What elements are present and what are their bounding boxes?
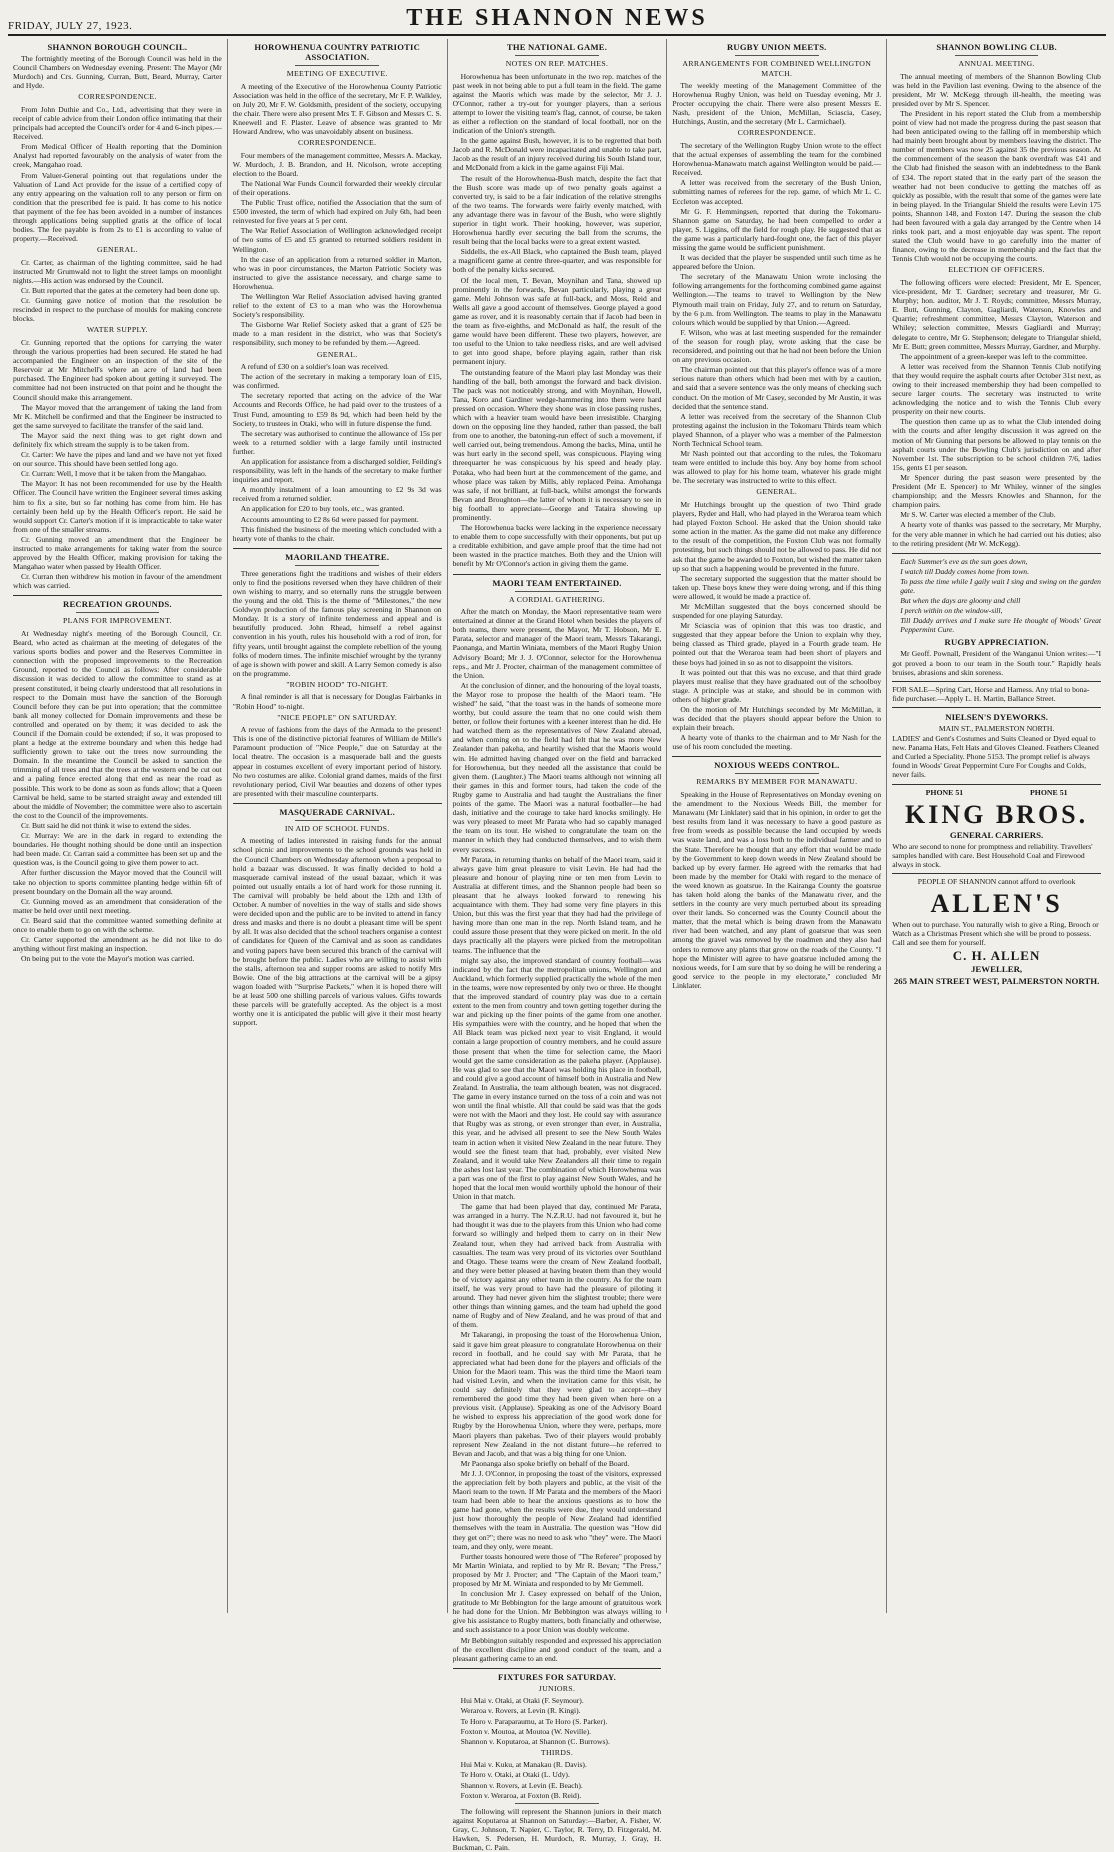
fixture-item: Foxton v. Weraroa, at Foxton (B. Reid).: [460, 1790, 582, 1800]
paragraph: Mr Paonanga also spoke briefly on behalf of the Board.: [460, 1458, 630, 1468]
divider: [295, 565, 379, 566]
paragraph: The War Relief Association of Wellington acknowledged receipt of two sums of £5 and £5 granted to returned soldiers resident in Wellington.: [232, 226, 442, 254]
phone-number: PHONE 51: [1030, 787, 1068, 797]
paragraph: Mr McMillan suggested that the boys concerned should be suspended for one playing Saturday.: [672, 601, 882, 621]
headline-bowling-club: SHANNON BOWLING CLUB.: [936, 42, 1057, 52]
paragraph: Cr. Gunning gave notice of motion that the resolution be rescinded in respect to the purchase of moulds for making concrete blocks.: [13, 296, 222, 324]
paragraph: Mr Parata, in returning thanks on behalf of the Maori team, said it always gave him great pleasure to visit Levin. He had had the pleasure and honour of playing nine or ten men from Levin to Australia at different times, and the Shannon people had been so pleasant that he always looked forward to renewing his acquaintance with them. They had some very fine players in this Union, but this was the first year that they had had the privilege of having more than one man in the rep. North Island team, and he could assure those present that they were picked on merit. In the old days practically all the players were picked from the metropolitan teams. The influence that the: [452, 854, 662, 955]
divider: [453, 1668, 662, 1669]
divider: [735, 55, 819, 56]
ad-title: ALLEN'S: [930, 889, 1063, 919]
paragraph: The question then came up as to what the Club intended doing with the courts and after lengthy discussion it was agreed on the motion of Mr Gunning that persons be allowed to play tennis on the asphalt courts under the Bowling Club's jurisdiction on and after November 1st. The subscription to be school children 7/6, ladies 15s, gents £1 per season.: [892, 417, 1101, 472]
ad-address: MAIN ST., PALMERSTON NORTH.: [938, 724, 1055, 733]
ad-signature: C. H. ALLEN: [952, 948, 1041, 964]
column-3: [448, 39, 668, 1852]
masthead: [8, 6, 1106, 36]
divider: [233, 548, 442, 549]
ad-phones: [892, 788, 1101, 797]
divider: [515, 1803, 599, 1804]
paragraph: Cr. Carter: We have the pipes and land and we have not yet fixed on our source. This should have been settled long ago.: [13, 450, 222, 469]
paragraph: After the match on Monday, the Maori representative team were entertained at dinner at the Grand Hotel when besides the players of both teams, there were present, the Mayor, Mr T. Hobson, Mr E. Parata, selector and manager of the Maori team, Messrs Takarangi, Paonanga, and Martin Winiata, members of the Maori Rugby Union Advisory Board; Mr J. J. O'Connor, selector for the Horowhenua reps., and Mr J. Procter, chairman of the management committee of the Union.: [452, 607, 662, 680]
paragraph: The Public Trust office, notified the Association that the sum of £500 invested, the term of which had expired on July 6th, had been reinvested for five years at 5 per cent.: [232, 198, 442, 226]
paragraph: The Mayor: It has not been recommended for use by the Health Officer. The Council have written the Engineer several times asking him to fix a site, but so far nothing has come from him. He has certainly been held up by the Health Officer's report. He said he would support Cr. Carter's motion if it is impracticable to take water from one of the smaller streams.: [13, 479, 222, 534]
paragraph: An application for £20 to buy tools, etc., was granted.: [240, 504, 405, 514]
paragraph: A hearty vote of thanks was passed to the secretary, Mr Murphy, for the very able manner in which he had carried out his duties; also to the retiring president (Mr W. McKegg).: [892, 520, 1101, 548]
ad-address: 265 MAIN STREET WEST, PALMERSTON NORTH.: [893, 975, 1100, 986]
ad-allens-jeweller: [892, 873, 1101, 986]
paragraph: The Gisborne War Relief Society asked that a grant of £25 be made to a man resident in the district, who was that Society's responsibility, such money to be refunded by them.—Agreed.: [232, 320, 442, 348]
verse-line: To pass the time while I gaily wait I sing and swing on the garden gate.: [900, 576, 1101, 595]
paragraph: After further discussion the Mayor moved that the Council will take no objection to sports committee planting hedge within 6ft of present boundary on the Domain all the way around.: [13, 868, 222, 896]
ad-text: Who are second to none for promptness and reliability. Travellers' samples handled with care. Best Household Coal and Firewood always in stock.: [892, 841, 1093, 869]
paragraph: On being put to the vote the Mayor's motion was carried.: [21, 954, 195, 964]
paragraph: This finished the business of the meeting which concluded with a hearty vote of thanks to the chair.: [232, 524, 442, 543]
paragraph: Horowhenua has been unfortunate in the two rep. matches of the past week in not being able to put a full team in the field. The game against the Maoris which was made by the selector, Mr J. J. O'Connor, rather a try-out for younger players, than a serious attempt to lower the visiting team's flag, cannot, of course, be taken as either a reflection on the standard of local football, nor on the indication of the Union's strength.: [452, 71, 662, 136]
subheading: THIRDS.: [540, 1747, 574, 1757]
paragraph: A revue of fashions from the days of the Armada to the present! This is one of the distinctive pictorial features of William de Mille's Paramount production of "Nice People," due on Saturday at the local theatre. The occasion is a masquerade ball and the guests appear in costumes excellent of every important period of history. No two costumes are alike. Colonial grand dames, maids of the first revolutionary period, Civil War beauties and dozens of other types are presented with their masculine counterparts.: [232, 725, 442, 798]
paragraph: The chairman pointed out that this player's offence was of a more serious nature than others which had been met with by a caution, and said that a severe sentence was the only means of checking such conduct. On the motion of Mr Casey, seconded by Mr Austin, it was decided that the sentence stand.: [672, 365, 882, 411]
divider: [453, 574, 662, 575]
paragraph: A hearty vote of thanks to the chairman and to Mr Nash for the use of his room concluded the meeting.: [672, 733, 882, 752]
paragraph: Cr. Beard said that the committee wanted something definite at once to enable them to go on with the scheme.: [13, 915, 222, 934]
headline-noxious-weeds: NOXIOUS WEEDS CONTROL.: [714, 760, 840, 771]
paragraph: Cr. Murray: We are in the dark in regard to extending the boundaries. He thought nothing should be done until an inspection had been made. Cr. Carran said a committee has been set up and the question was, is the Council going to give them power to act.: [13, 831, 222, 868]
paragraph: Mr J. J. O'Connor, in proposing the toast of the visitors, expressed the appreciation felt by both players and public, at the visit of the Maori team to the town. If Mr Parata and the members of the Maori team had been able to hear the anxious questions as to how the game had gone, when the results were due, they would understand just how thoroughly the people of New Zealand had identified themselves with the team in Australia. The question was "How did they get on?"; there was no need to ask who "they" were. The Maori team, and they only, were meant.: [452, 1468, 662, 1551]
subheading: REMARKS BY MEMBER FOR MANAWATU.: [696, 777, 858, 787]
paragraph: A refund of £30 on a soldier's loan was received.: [240, 362, 389, 372]
paragraph: The secretary of the Manawatu Union wrote inclosing the following arrangements for the forthcoming combined game against Wellington.—The teams to travel to Wellington by the New Plymouth mail train on Friday, July 27, and to return on Saturday, by the 6 p.m. from Wellington. The teams to play in the Manawatu colours which would be supplied by that Union.—Agreed.: [672, 272, 882, 327]
paragraph: It was decided that the player be suspended until such time as he appeared before the Union.: [672, 253, 882, 272]
verse-advertisement: [892, 557, 1101, 635]
newspaper-title: THE SHANNON NEWS: [406, 5, 708, 31]
subheading: ELECTION OF OFFICERS.: [948, 265, 1045, 275]
ad-title: NIELSEN'S DYEWORKS.: [945, 711, 1048, 722]
column-4: [667, 39, 887, 1613]
divider: [295, 65, 379, 66]
paragraph: In conclusion Mr J. Casey expressed on behalf of the Union, gratitude to Mr Bebbington for the large amount of gratuitous work he had done for the Union. Mr Bebbington was always willing to give his assistance to Rugby matters, both financially and otherwise, and such assistance to a poor Union was doubly welcome.: [452, 1589, 662, 1635]
divider: [76, 612, 160, 613]
paragraph: Cr. Gunning moved as an amendment that consideration of the matter be held over until next meeting.: [13, 896, 222, 915]
paragraph: The weekly meeting of the Management Committee of the Horowhenua Rugby Union, was held on Tuesday evening, Mr J. Procter occupying the chair. There were also present Messrs E. Nash, president of the Union, McMillan, Sciascia, Casey, Hutchings, Austin, and the secretary (Mr L. Carmichael).: [672, 81, 882, 127]
column-5: [887, 39, 1106, 1613]
verse-line: I watch till Daddy comes home from town.: [900, 566, 1029, 576]
ad-text: FOR SALE—Spring Cart, Horse and Harness. Any trial to bona-fide purchaser.—Apply L. H. Martin, Ballance Street.: [892, 684, 1090, 703]
fixture-item: Hui Mai v. Kuku, at Manakau (R. Davis).: [460, 1760, 587, 1770]
paragraph: At the conclusion of dinner, and the honouring of the loyal toasts, the Mayor rose to propose the health of the Maori team. "He wished" he said, "that the toast was in the hands of someone more worthy, but could assure the team that no one could wish them better, or follow their fortunes with a keener interest than he did. He had watched them as the representatives of New Zealand abroad, and when coming on to the field had felt that he was more New Zealander than pakeha, and heartily wished that the Maoris would win. He admitted having changed over on the field and barracked for Horowhenua, but they needed all the assistance that could be given them. (Laughter.) The Maori teams although not winning all their games in this and former tours, had taken the code of the Rugby game to Australia and had taught the Australians the finer points of the game. The Maori was a natural footballer—he had dash, initiative and the courage to take hard knocks smilingly. He was very pleased to meet Mr Parata who had so capably managed the team on its tour. He wished to congratulate the team on the manner in which they had conducted themselves, and to wish them every success.: [452, 680, 662, 854]
headline-rugby-union: RUGBY UNION MEETS.: [727, 42, 827, 52]
verse-line: I perch within on the window-sill,: [900, 606, 1003, 616]
paragraph: Four members of the management committee, Messrs A. Mackay, W. Murdoch, J. B. Brandon, and H. Nicolson, wrote accepting election to the Board.: [232, 150, 442, 178]
divider: [735, 773, 819, 774]
paragraph: A final reminder is all that is necessary for Douglas Fairbanks in "Robin Hood" to-night.: [232, 692, 442, 711]
divider: [955, 55, 1039, 56]
ad-for-sale: [892, 681, 1101, 703]
subheading: GENERAL.: [756, 487, 798, 497]
paragraph: A letter was received from the Shannon Tennis Club notifying that they would require the asphalt courts after October 31st next, as owing to their increased membership they had been compelled to secure larger courts. The secretary was instructed to write acknowledging the notice and to wish the Tennis Club every prosperity on their new courts.: [892, 361, 1101, 417]
headline-recreation-grounds: RECREATION GROUNDS.: [63, 599, 172, 610]
subheading: PLANS FOR IMPROVEMENT.: [62, 616, 172, 626]
paragraph: In the game against Bush, however, it is to be regretted that both Jacob and R. McDonald were incapacitated and unable to take part, Jacob as the result of an injury received during his South Island tour, and McDonald from a kick in the game against Fiji Mai.: [452, 136, 662, 173]
paragraph: A meeting of ladies interested in raising funds for the annual school picnic and improvements to the school grounds was held in the Council Chambers on Wednesday afternoon when a proposal to hold a bazaar was discussed. It was finally decided to hold a masquerade carnival instead of the usual bazaar, which it was pointed out usually entails a lot of hard work for those running it. The carnival will probably be held about the 12th and 13th of October. A number of novelties in the way of stalls and side shows were decided upon and the public are to be invited to attend in fancy dress and masks and there is no doubt a pleasant time will be spent by all. It was also decided that the school teachers organise a contest of candidates for Queen of the Carnival and as soon as candidates and voting papers have been secured this branch of the carnival will be brought before the public. Ladies who are willing to assist with the stalls, afternoon tea and supper rooms are asked to notify Mrs Bowie. One of the big attractions at the carnival will be a gipsy wagon loaded with "Surprise Packets," when it is hoped there will be at least 500 one shilling parcels of various values. Gifts towards these parcels will be gratefully accepted. As the object is a most worthy one it is anticipated the public will give it their most hearty support.: [232, 836, 442, 1028]
subheading: GENERAL.: [316, 349, 358, 359]
divider: [13, 595, 222, 596]
column-1: [8, 39, 228, 1613]
paragraph: The game that had been played that day, continued Mr Parata, was arranged in a hurry. The N.Z.R.U. had not favoured it, but he had thought it was due to the players from this Union who had come forward so willingly and helped them to carry on in their New Zealand tour, when they had arrived back from Australia with casualties. The team was very proud of its victories over Southland and Otago. These teams were the cream of New Zealand football, and they were better pleased at having beaten them than they would be of victory against any other team in the country. As for the team itself, he was very proud to have had the pleasure of piloting it around. They had never given him the slightest trouble; there were other things than winning games, and the team had upheld the good name of Rugby and of New Zealand, and he was proud of that and of them.: [452, 1202, 662, 1330]
paragraph: The fortnightly meeting of the Borough Council was held in the Council Chambers on Wednesday evening. Present: The Mayor (Mr Murdoch) and Crs. Gunning, Curran, Butt, Beard, Murray, Carter and Hyde.: [13, 54, 222, 91]
subheading: GENERAL.: [97, 245, 138, 255]
subheading: "ROBIN HOOD" TO-NIGHT.: [286, 679, 389, 689]
paragraph: The secretary supported the suggestion that the matter should be taken up. These boys knew they were doing wrong, and if this thing were allowed, it would be made a practice of.: [672, 573, 882, 601]
subheading: CORRESPONDENCE.: [298, 138, 377, 148]
paragraph: Mr Takarangi, in proposing the toast of the Horowhenua Union, said it gave him great pleasure to congratulate Horowhenua on their record in football, and he could say with Mr Parata, that he appreciated what had been done for the players and officials of the Union for the Maori team. This was the third time the Maori team had visited Levin, and when the invitation came for this visit, he could say definitely that they were glad to accept—they remembered the good time they had been given when here on a previous visit. (Applause). Speaking as one of the Advisory Board he wished to express his appreciation of the good work done for Rugby by the Horowhenua Union, where they were, perhaps, more Maori players than pakehas. Two of their players would probably represent New Zealand in the not distant future—he referred to Bevan and Jacob, and that was a big thing for one Union.: [452, 1330, 662, 1458]
paragraph: The outstanding feature of the Maori play last Monday was their handling of the ball, both amongst the forward and back division. The pack was not noticeably strong, and with Moynihan, Howell, Tana, Koro and Gardiner wedge-hammering into them were hard pressed on occasion. Where they shone was in close passing rushes, which with a heavier team would have been irresistible. Charging down on the opposing line they handed, rather than passed, the ball from one to another, the batoning-run effect of such a movement, if well carried out, being tremendous. Among the backs, Mina, until he was hurt early in the second spell, was conspicuous. Playing wing threequarter he was conspicuous by his speed and heady play. Potaka, who had been hurt at the commencement of the game, and whose place was taken by Mills, ably replaced Peina. Amohanga was safe, if not brilliant, at full-back, whilst amongst the forwards Bevan and Broughton—the latter of whom it is necessary to see in big football to appreciate—George and Tataira showing up prominently.: [452, 367, 662, 522]
paragraph: The Horowhenua backs were lacking in the experience necessary to enable them to cope successfully with their opponents, but put up a creditable exhibition, and gave ample proof that the time had not been wasted in the practice matches. Both they and the Union will benefit by Mr O'Connor's action in giving them the game.: [452, 523, 662, 569]
divider: [233, 803, 442, 804]
headline-maoriland-theatre: MAORILAND THEATRE.: [285, 551, 390, 562]
subheading: A CORDIAL GATHERING.: [508, 594, 605, 604]
issue-date: FRIDAY, JULY 27, 1923.: [8, 20, 133, 32]
paragraph: Cr. Gunning reported that the options for carrying the water through the various properties had been secured. He stated he had accompanied the Engineer on an inspection of the site of the Reservoir at Mr Mitchell's where an acre of land had been purchased. The Engineer had spoken about getting it surveyed. The committee had not been instructed on that point and he thought the Council should make this arrangement.: [13, 337, 222, 402]
subheading: "NICE PEOPLE" ON SATURDAY.: [277, 712, 398, 722]
verse-line: But when the days are gloomy and chill: [900, 596, 1021, 606]
headline-masquerade-carnival: MASQUERADE CARNIVAL.: [279, 806, 395, 817]
subheading: JUNIORS.: [538, 1683, 576, 1693]
paragraph: Further toasts honoured were those of "The Referee" proposed by Mr Martin Winiata, and replied to by Mr R. Bevan; "The Press," proposed by Mr J. Procter; and "The Captain of the Maori team," proposed by Mr M. Winiata and responded to by Mr Gemmell.: [452, 1551, 662, 1588]
verse-line: Each Summer's eve as the sun goes down,: [900, 556, 1028, 566]
divider: [515, 55, 599, 56]
paragraph: At Wednesday night's meeting of the Borough Council, Cr. Beard, who acted as chairman at the meeting of delegates of the various sports bodies and power and the Reserves Committee in connection with the proposed improvements to the Recreation Ground, reported to the Council as follows: After considerable discussion it was decided to allow the committee to stand as at present constituted, it being clearly understood that all resolutions in respect to the Domain must have the sanction of the Borough Council before they can be put into operation; that the committee bank all money collected for Domain improvements and these be controlled and operated on by them; it was decided to ask the Council if the Domain could be extended; if so, it was proposed to plant a hedge at the extreme boundary and when this hedge had sufficiently grown to take out the trees now surrounding the Domain. In the meantime the Council be asked to sanction the trimming of all trees and that the trees at the western end be cut out and a paling fence erected along that end as near the road as possible. This work to be done as soon as funds allow; that a Queen Carnival be held, same to be started straight away and extended till about the middle of November; the committee were also to ascertain the cost to the Council of the improvements.: [13, 628, 222, 820]
paragraph: From John Duthie and Co., Ltd., advertising that they were in receipt of cable advice from their London office intimating that their principals had accepted the Council's order for 4 and 6-inch pipes.—Received.: [13, 104, 222, 142]
divider: [672, 756, 881, 757]
paragraph: The secretary was authorised to continue the allowance of 15s per week to a returned soldier with a large family until instructed further.: [232, 428, 442, 456]
paragraph: A monthly instalment of a loan amounting to £2 9s 3d was received from a returned soldier.: [232, 485, 442, 504]
headline-patriotic-association: HOROWHENUA COUNTRY PATRIOTIC ASSOCIATION.: [254, 42, 420, 62]
subheading: NOTES ON REP. MATCHES.: [505, 59, 609, 68]
columns: [8, 39, 1106, 1852]
paragraph: Speaking in the House of Representatives on Monday evening on the amendment to the Noxious Weeds Bill, the member for Manawatu (Mr Linklater) said that in his opinion, in order to get the best results from land it was necessary to have a good pasture as free from weeds as possible because the land occupied by weeds was waste land, and was a loss both to the individual farmer and to the State. Therefore he thought that any effort that would be made by the Government to keep down weeds in New Zealand should be backed up by every farmer. He agreed with the remarks that had been made by the member for Otaki with regard to the menace of the weed known as goatsrue. In the Kairanga County the goatsrue has taken hold along the banks of the Manawatu river, and the settlers in the county are very much perturbed about its spreading over their lands. So concerned was the County Council about the matter, that the metal which is being drawn from the Manawatu river had been watched, and any plant of goatsrue that was seen among the gravel was removed by the roadmen and they also had orders to remove any plants that grow on the roads of the County. "I hope the Minister will agree to have goatsrue included among the noxious weeds, for I am sure that by so doing he will be rendering a good service to the people in my electorate," concluded Mr Linklater.: [672, 789, 882, 990]
column-2: [228, 39, 448, 1613]
paragraph: might say also, the improved standard of country football—was indicated by the fact that the metropolitan unions, Wellington and Auckland, which formerly supplied practically the whole of the men in the teams, were now represented by only two or three. He thought that the improved standard of country play was due to a certain extent to the men from country and town getting together during the war and picking up the finer points of the game from one another. His sympathies were with the country, and he hoped that when the All Black team was picked next year to visit England, it would contain a large proportion of country members, and he could assure those present that when the time for selection came, the Maori would get the same consideration as the pakeha player. (Applause). He was glad to see that the Maori was holding his place in football, and could give a good account of himself both in Australia and New Zealand. In Australia, the team although beaten, was not disgraced. The game in every instance turned on the toss of a coin and was not won until the final whistle. All that could be said was that the gods were not with the Maori and they lost. He could say with assurance that Rugby was as strong, or even stronger than ever, in Australia, this year, and he advised all present to see the New South Wales team in action when it visited New Zealand in the near future. They would see the finest team that had, probably, ever visited New Zealand, and it would take New Zealanders all their time to regain the ashes lost last year. The combination of which Horowhenua was a part was one of the first to play against New South Wales, and he hoped that the local men would worthily uphold the honour of their Union in that match.: [452, 955, 662, 1202]
paragraph: The action of the secretary in making a temporary loan of £15, was confirmed.: [232, 372, 442, 391]
paragraph: The result of the Horowhenua-Bush match, despite the fact that the Bush score was made up of two penalty goals against a converted try, is said to be a fair indication of the relative strengths of the two teams. The forwards were fairly evenly matched, with any advantage there was in favour of the Bush, who were slightly superior in tight work. Their hooking, however, was superior, Horowhenua hardly ever securing the ball from the scrums, the result being that the local backs were to a great extent wasted.: [452, 173, 662, 247]
paragraph: A meeting of the Executive of the Horowhenua County Patriotic Association was held in the office of the secretary, Mr F. P. Walkley, on July 20, Mr F. W. Goldsmith, president of the society, occupying the chair. There were also present Mrs T. F. Gibson and Messrs C. S. Kneewell and F. Plaster. Leave of absence was granted to Mr Howard Andrew, who was unavoidably absent on business.: [232, 81, 442, 136]
fixture-item: Shannon v. Rovers, at Levin (E. Beach).: [460, 1780, 583, 1790]
paragraph: An application for assistance from a discharged soldier, Feilding's responsibility, was left in the hands of the secretary to make further inquiries and report.: [232, 456, 442, 485]
paragraph: The secretary reported that acting on the advice of the War Accounts and Records Office, he had paid over to the trustees of a Trust Fund, amounting to £59 8s 9d, which had been held by the Society, to trustees in Otaki, who will in future dispense the fund.: [232, 391, 442, 428]
paragraph: Cr. Curran then withdrew his motion in favour of the amendment which was carried.: [13, 572, 222, 591]
divider: [295, 820, 379, 821]
paragraph: From Valuer-General pointing out that regulations under the Valuation of Land Act provide for the issue of a certified copy of any entry appearing on the valuation roll to any person or firm on condition that the prescribed fee is paid. It has come to his notice that payment of the fee has been avoided in a number of instances through applications being supplied gratis at the office of local bodies. The fee payable is from 2s to £1 is according to value of property.—Received.: [13, 170, 222, 244]
fixture-item: Weraroa v. Rovers, at Levin (R. Kingi).: [460, 1706, 581, 1716]
headline-rugby-appreciation: RUGBY APPRECIATION.: [944, 637, 1049, 648]
paragraph: Mr Spencer during the past season were presented by the President (Mr E. Spencer) to Mr Whiley, winner of the singles championship; and the Messrs Knowles and Shannon, for the champion pairs.: [892, 472, 1101, 510]
paragraph: The annual meeting of members of the Shannon Bowling Club was held in the Pavilion last evening. Owing to the absence of the president, Mr W. McKegg through ill-health, the meeting was presided over by Mr S. Spencer.: [892, 71, 1101, 108]
paragraph: Cr. Curran: Well, I move that it be taken from the Mangahao.: [21, 469, 207, 479]
paragraph: In the case of an application from a returned soldier in Marton, who was in poor circumstances, the Marton Patriotic Society was instructed to give the assistance necessary, and charge same to Horowhenua.: [232, 254, 442, 291]
paragraph: The following will represent the Shannon juniors in their match against Koputaroa at Shannon on Saturday:—Barber, A. Fisher, W. Gray, C. Johnson, T. Napier, C. Taylor, R. Terry, D. Fitzgerald, M. Hawken, S. Pedersen, H. Murdoch, R. Murray, J. Gray, H. Buckman, C. Pain.: [452, 1806, 662, 1852]
paragraph: Mr S. W. Carter was elected a member of the Club.: [900, 510, 1056, 520]
headline-fixtures: FIXTURES FOR SATURDAY.: [498, 1671, 616, 1682]
paragraph: Cr. Butt said he did not think it wise to extend the sides.: [21, 820, 192, 830]
fixture-item: Foxton v. Moutoa, at Moutoa (W. Neville).: [460, 1726, 592, 1736]
paragraph: Mr Hutchings brought up the question of two Third grade players, Ryder and Hall, who had played in the Weraroa team which had played Foxton School. He asked that the Union should take some action in the matter. As the game did not make any difference to the result of the competition, the Foxton Club was not formally protesting, but such things should not be allowed to pass. He did not ask that the game be awarded to Foxton, but wished the matter taken up so that such a happening would be prevented in the future.: [672, 499, 882, 573]
divider: [892, 553, 1101, 554]
ad-nielsens-dyeworks: [892, 707, 1101, 780]
ad-text: PEOPLE OF SHANNON cannot afford to overlook: [917, 877, 1076, 887]
paragraph: Mr Bebbington suitably responded and expressed his appreciation of the excellent discipline and good conduct of the team, and a pleasant gathering came to an end.: [452, 1635, 662, 1663]
headline-maori-team: MAORI TEAM ENTERTAINED.: [492, 577, 622, 588]
ad-subtitle: GENERAL CARRIERS.: [949, 829, 1044, 840]
headline-national-game: THE NATIONAL GAME.: [506, 42, 608, 52]
paragraph: Mr Sciascia was of opinion that this was too drastic, and suggested that they appear before the Union to explain why they, being classed as Third grade, played in a Fourth grade team. He pointed out that the Weraroa team had been short of players and these boys had joined in so as not to disappoint the visitors.: [672, 621, 882, 667]
paragraph: The following officers were elected: President, Mr E. Spencer, vice-president, Mr T. Gardner; secretary and treasurer, Mr G. Murphy; hon. auditor, Mr J. T. Royds; committee, Messrs Murray, E. Butt, Gunning, Clayton, Gagliardi, Waterson, Knowles and Quarrie; refreshment committee, Messrs Clayton, Waterson and Whiley; selection committee, Messrs Gagliardi and Murray; delegate to centre, Mr G. Stephenson; delegate to Triangular shield, Mr E. Butt; green committee, Messrs Murray, Gardner, and Murphy.: [892, 277, 1101, 351]
paragraph: Cr. Gunning moved an amendment that the Engineer be instructed to make arrangements for taking water from the source approved by the Health Officer, making provision for taking the Mangahao water when passed by Health Officer.: [13, 534, 222, 572]
paragraph: The appointment of a green-keeper was left to the committee.: [900, 351, 1088, 361]
fixture-item: Te Horo v. Paraparaumu, at Te Horo (S. Parker).: [460, 1716, 608, 1726]
paragraph: The President in his report stated the Club from a membership point of view had not made the progress during the past season that had been anticipated owing to the falling off in membership which had mainly been brought about by members leaving the district. The number of members was now 25 against 35 the previous season. At the commencement of the season the bank overdraft was £41 and the Club had finished the season with an indebtedness to the Bank of £34. The report stated that in the early part of the season the weather had not been conducive to getting the matches off as quickly as possible, with the result that some of the games were late in being played. In the Triangular Shield the results were Levin 175 points, Shannon 148, and Foxton 147. During the season the club had been favoured with a gala day arranged by the Centre when 14 rinks took part, and a most enjoyable day was spent. The report stated the Club would have to go carefully into the matter of finance, owing to the decrease in membership and the fact that the Tennis Club would not be occupying the courts.: [892, 108, 1101, 264]
paragraph: A letter was received from the secretary of the Bush Union, submitting names of referees for the rep. game, of which Mr L. C. Eccleton was accepted.: [672, 178, 882, 206]
paragraph: F. Wilson, who was at last meeting suspended for the remainder of the season for rough play, wrote asking that the case be reconsidered, and pointing out that he had not been before the Union on any previous occasion.: [672, 327, 882, 365]
paragraph: Of the local men, T. Bevan, Moynihan and Tana, showed up prominently in the forwards, Bevan particularly, playing a great game. Mehi Johnson was safe at full-back, and Moss, Reid and Wells all gave a good account of themselves. George played a good game as rover, and it is reasonably certain that if Jacob had been in the team as five-eighths, and McDonald as half, the result of the game would have been different. These two players, however, are too useful to the Union to take needless risks, and are well advised to get into good shape, before playing again, rather than risk permanent injury.: [452, 275, 662, 367]
subheading: IN AID OF SCHOOL FUNDS.: [284, 823, 390, 833]
ad-text: When out to purchase. You naturally wish to give a Ring, Brooch or Watch as a Christmas Present which she will be proud to possess. Call and see them for yourself.: [892, 920, 1099, 948]
paragraph: Siddells, the ex-All Black, who captained the Bush team, played a magnificent game at centre three-quarter, and was responsible for both of the penalty kicks secured.: [452, 247, 662, 275]
paragraph: It was pointed out that this was no excuse, and that third grade players must realise that they have graduated out of the schoolboy stage. A principle was at stake, and should be in common with others of higher grade.: [672, 667, 882, 704]
paragraph: The Mayor moved that the arrangement of taking the land from Mr K. Mitchell be confirmed and that the Engineer be instructed to get the same surveyed to facilitate the transfer of the said land.: [13, 402, 222, 430]
paragraph: The secretary of the Wellington Rugby Union wrote to the effect that the actual expenses of assembling the team for the combined Horowhenua-Manawatu match against Wellington would be paid.—Received.: [672, 140, 882, 178]
phone-number: PHONE 51: [925, 787, 964, 797]
paragraph: Cr. Carter supported the amendment as he did not like to do anything without first making an inspection.: [13, 935, 222, 954]
subheading: CORRESPONDENCE.: [78, 92, 157, 102]
paragraph: The Wellington War Relief Association advised having granted relief to the extent of £3 to a man who was the Horowhenua Society's responsibility.: [232, 291, 442, 320]
subheading: WATER SUPPLY.: [86, 325, 148, 335]
ad-title: KING BROS.: [905, 799, 1089, 829]
fixture-item: Shannon v. Koputaroa, at Shannon (C. Burrows).: [460, 1736, 610, 1746]
fixture-item: Hui Mai v. Otaki, at Otaki (F. Seymour).: [460, 1696, 584, 1706]
subheading: MEETING OF EXECUTIVE.: [286, 69, 388, 78]
headline-borough-council: SHANNON BOROUGH COUNCIL.: [47, 42, 188, 52]
paragraph: Mr Geoff. Pownall, President of the Wanganui Union writes:—"I got proved a boon to our team in the South tour." Rapidly heals bruises, abrasions and skin soreness.: [892, 649, 1101, 677]
paragraph: Mr Nash pointed out that according to the rules, the Tokomaru team were entitled to include this boy. Any boy home from school was allowed to play for his home team, whatever his grade might be. The secretary was instructed to write to this effect.: [672, 449, 882, 486]
verse-line: Till Daddy arrives and I make sure He thought of Woods' Great Peppermint Cure.: [900, 616, 1101, 635]
ad-text: LADIES' and Gent's Costumes and Suits Cleaned or Dyed equal to new. Panama Hats, Felt Hats and Gloves Cleaned. Feathers Cleaned and Curled a Speciality. Phone 5153. The prompt relief is always found in Woods' Great Peppermint Cure For Coughs and Colds, never fails.: [892, 734, 1099, 780]
paragraph: Three generations fight the traditions and wishes of their elders only to find the positions reversed when they have children of their own wishing to marry, and so eternally runs the struggle between the young and the old. This is the theme of "Milestones," the new Goldwyn production of the famous play screening in Shannon on Monday. It is a story of infinite tenderness and appeal and is beautifully produced. John Rhead, himself a rebel against convention in his youth, rules his household with a rod of iron, for fifty years, until brought against the complete rebellion of the young folks of modern times. The infinite mischief wrought by the tyranny of age is shown with power and skill. A Larry Semon comedy is also on the programme.: [232, 568, 442, 678]
subheading: CORRESPONDENCE.: [737, 128, 816, 138]
ad-role: JEWELLER,: [971, 964, 1023, 975]
subheading: ANNUAL MEETING.: [958, 59, 1035, 68]
paragraph: From Medical Officer of Health reporting that the Dominion Analyst had reported favourably on the analysis of water from the creek, Mangahao road.: [13, 142, 222, 170]
paragraph: The Mayor said the next thing was to get right down and definitely fix which stream the supply is to be taken from.: [13, 430, 222, 449]
fixture-item: Te Horo v. Otaki, at Otaki (L. Udy).: [460, 1770, 570, 1780]
paragraph: On the motion of Mr Hutchings seconded by Mr McMillan, it was decided that the players should appear before the Union to explain their breach.: [672, 705, 882, 733]
paragraph: The National War Funds Council forwarded their weekly circular of their operations.: [232, 178, 442, 197]
paragraph: Cr. Butt reported that the gates at the cemetery had been done up.: [21, 286, 220, 296]
paragraph: A letter was received from the secretary of the Shannon Club protesting against the inclusion in the Tokomaru Thirds team which played Shannon, of a player who was a member of the Palmerston North Technical School team.: [672, 411, 882, 448]
divider: [515, 591, 599, 592]
ad-king-bros: [892, 784, 1101, 869]
subheading: ARRANGEMENTS FOR COMBINED WELLINGTON MATCH.: [682, 59, 872, 78]
paragraph: Mr G. F. Hemmingsen, reported that during the Tokomaru-Shannon game on Saturday, he had been compelled to order a player, S. Liggins, off the field for rough play. He suggested that as the game was a particularly hard-fought one, the fact of this player missing the game would be sufficient punishment.: [672, 206, 882, 252]
paragraph: Cr. Carter, as chairman of the lighting committee, said he had instructed Mr Grumwald not to light the street lamps on moonlight nights.—His action was endorsed by the Council.: [13, 257, 222, 285]
paragraph: Accounts amounting to £2 8s 6d were passed for payment.: [240, 514, 419, 524]
